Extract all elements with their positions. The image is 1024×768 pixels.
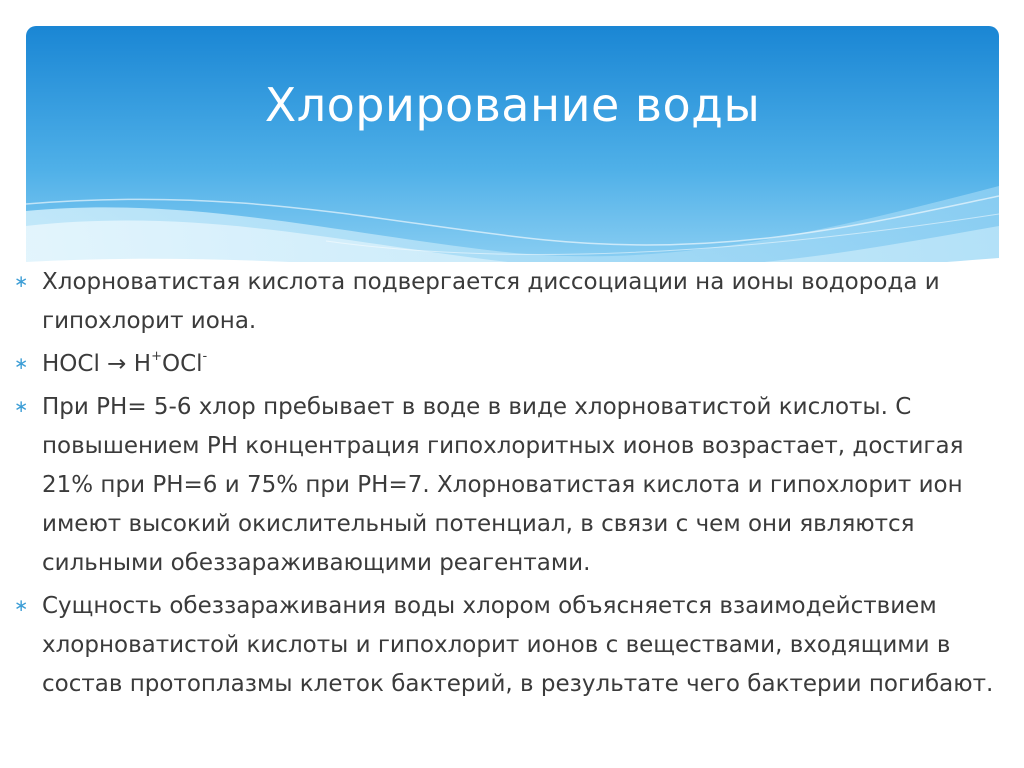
asterisk-bullet-icon: ∗: [14, 596, 29, 616]
asterisk-bullet-icon: ∗: [14, 272, 29, 292]
formula-h: H: [133, 351, 152, 377]
formula-ocl: OCl: [161, 351, 203, 377]
arrow-icon: →: [107, 351, 127, 377]
list-item: [14, 263, 994, 341]
list-item: [14, 587, 994, 704]
formula-ocl-charge: -: [202, 349, 208, 365]
formula: [42, 345, 994, 384]
bullet-text: При PH= 5-6 хлор пребывает в воде в виде хлорноватистой кислоты. С повышением PH концентрация гипохлоритных ионов возрастает, достигая 21% при PH=6 и 75% при PH=7. Хлорноватистая кислота и гипохлорит ион имеют высокий окислительный потенциал, в связи с чем они являются сильными обеззараживающими реагентами.: [42, 394, 964, 576]
wave-background: [26, 26, 999, 286]
title-banner: [26, 26, 999, 286]
formula-h-charge: +: [151, 349, 162, 365]
bullet-list: [14, 263, 994, 708]
formula-left: HOCl: [42, 351, 100, 377]
bullet-text: Сущность обеззараживания воды хлором объясняется взаимодействием хлорноватистой кислоты и гипохлорит ионов с веществами, входящими в состав протоплазмы клеток бактерий, в результате чего бактерии погибают.: [42, 593, 994, 697]
list-item: [14, 388, 994, 583]
bullet-text: Хлорноватистая кислота подвергается диссоциации на ионы водорода и гипохлорит иона.: [42, 269, 940, 334]
asterisk-bullet-icon: ∗: [14, 397, 29, 417]
page-title: Хлорирование воды: [264, 78, 761, 132]
asterisk-bullet-icon: ∗: [14, 354, 29, 374]
list-item: [14, 345, 994, 384]
